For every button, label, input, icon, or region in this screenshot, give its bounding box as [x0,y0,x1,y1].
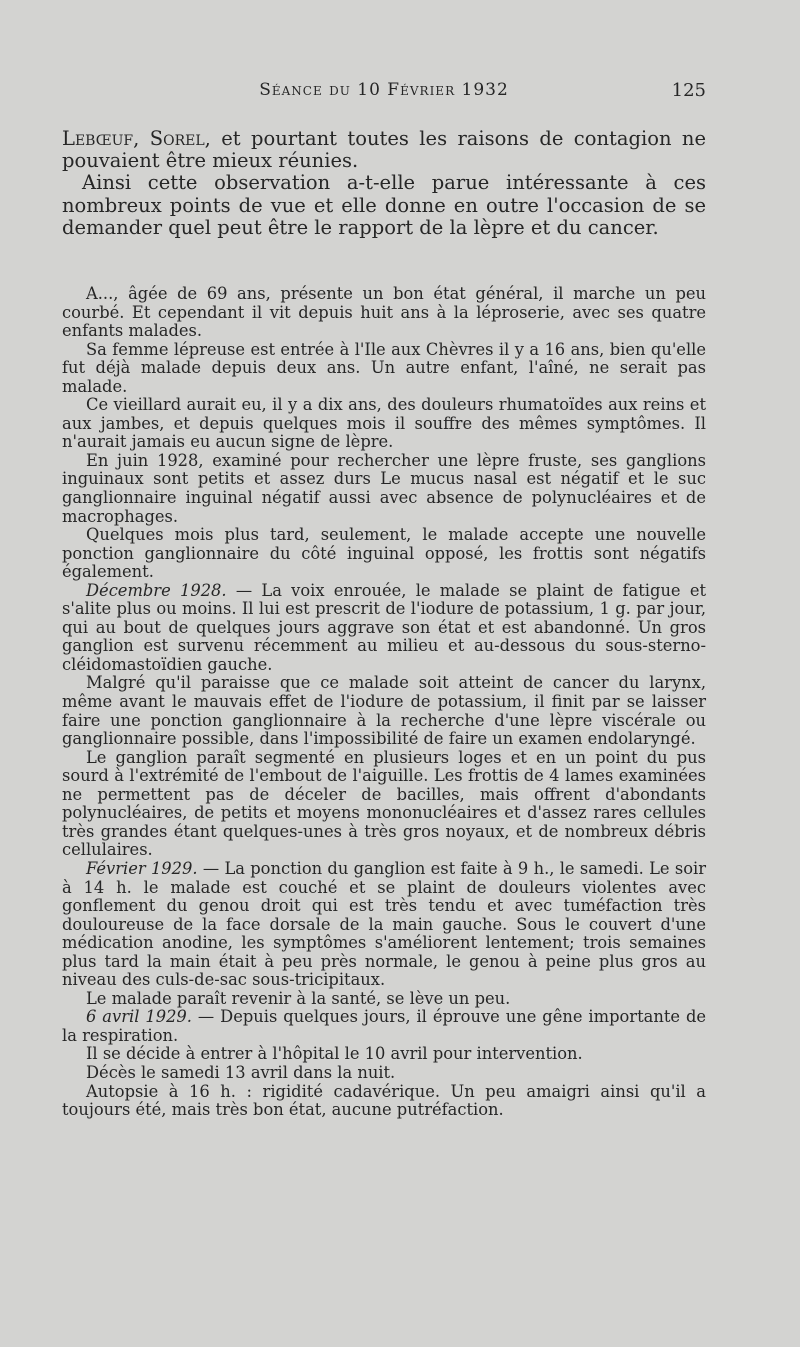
paragraph: Ainsi cette observation a-t-elle parue intéressante à ces nombreux points de vue et elle donne en outre l'occasion de se demander quel peut être le rapport de la lèpre et du cancer. [62,171,706,239]
date-heading: Février 1929. [86,858,198,878]
paragraph: Ce vieillard aurait eu, il y a dix ans, des douleurs rhumatoïdes aux reins et aux jambes, et depuis quelques mois il souffre des mêmes symptômes. Il n'aurait jamais eu aucun signe de lèpre. [62,395,706,452]
running-header [62,80,706,104]
paragraph: En juin 1928, examiné pour rechercher une lèpre fruste, ses ganglions inguinaux sont petits et assez durs Le mucus nasal est négatif et le suc ganglionnaire inguinal négatif aussi avec absence de polynucléaires et de macrophages. [62,450,706,526]
page-number: 125 [671,80,706,101]
paragraph [62,1008,706,1045]
paragraph: Il se décide à entrer à l'hôpital le 10 avril pour intervention. [86,1044,583,1064]
date-heading: 6 avril 1929. [86,1007,192,1027]
paragraph: Malgré qu'il paraisse que ce malade soit atteint de cancer du larynx, même avant le mauvais effet de l'iodure de potassium, il finit par se laisser faire une ponction ganglionnaire à la recherche d'une lèpre viscérale ou ganglionnaire possible, dans l'impossibilité de faire un examen endolaryngé. [62,673,706,749]
paragraph: Quelques mois plus tard, seulement, le malade accepte une nouvelle ponction ganglionnaire du côté inguinal opposé, les frottis sont négatifs également. [62,525,706,582]
paragraph: Le ganglion paraît segmenté en plusieurs loges et en un point du pus sourd à l'extrémité de l'embout de l'aiguille. Les frottis de 4 lames examinées ne permettent pas de déceler de bacilles, mais offrent d'abondants polynucléaires, de petits et moyens mononucléaires et d'assez rares cellules très grandes étant quelques-unes à très gros noyaux, et de nombreux débris cellulaires. [62,747,706,860]
case-report [62,285,706,1120]
author-names: Lebœuf, Sorel, [62,127,211,150]
paragraph-text: — La voix enrouée, le malade se plaint de fatigue et s'alite plus ou moins. Il lui est prescrit de l'iodure de potassium, 1 g. par jour, qui au bout de quelques jours aggrave son état et est abandonné. Un gros ganglion est survenu récemment au milieu et au-dessous du sous-sterno-cléidomastoïdien gauche. [62,580,706,674]
running-title: Séance du 10 Février 1932 [259,80,509,100]
date-heading: Décembre 1928. [86,580,227,600]
paragraph: A..., âgée de 69 ans, présente un bon état général, il marche un peu courbé. Et cependant il vit depuis huit ans à la léproserie, avec ses quatre enfants malades. [62,284,706,341]
paragraph [62,128,706,172]
intro-text [62,128,706,239]
paragraph: Le malade paraît revenir à la santé, se lève un peu. [86,988,511,1008]
paragraph: Autopsie à 16 h. : rigidité cadavérique. Un peu amaigri ainsi qu'il a toujours été, mais très bon état, aucune putréfaction. [62,1081,706,1120]
paragraph-text: — Depuis quelques jours, il éprouve une gêne importante de la respiration. [62,1007,707,1045]
paragraph: Sa femme lépreuse est entrée à l'Ile aux Chèvres il y a 16 ans, bien qu'elle fut déjà malade depuis deux ans. Un autre enfant, l'aîné, ne serait pas malade. [62,339,706,396]
paragraph: Décès le samedi 13 avril dans la nuit. [86,1062,396,1082]
paragraph-text: et pourtant toutes les raisons de contagion ne pouvaient être mieux réunies. [62,127,706,173]
paragraph [62,582,706,675]
paragraph-text: — La ponction du ganglion est faite à 9 h., le samedi. Le soir à 14 h. le malade est couché et se plaint de douleurs violentes avec gonflement du genou droit qui est très tendu et avec tuméfaction très douloureuse de la face dorsale de la main gauche. Sous le couvert d'une médication anodine, les symptômes s'améliorent lentement; trois semaines plus tard la main était à peu près normale, le genou à peine plus gros au niveau des culs-de-sac sous-tricipitaux. [62,858,706,990]
paragraph [62,860,706,990]
